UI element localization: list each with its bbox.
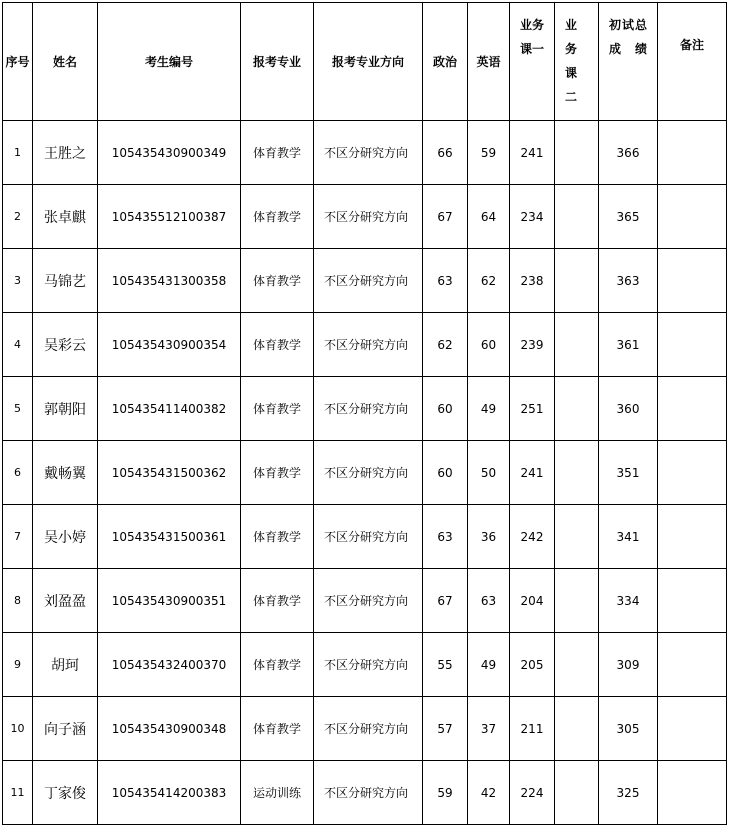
header-major: 报考专业 bbox=[241, 3, 314, 121]
header-seq: 序号 bbox=[3, 3, 33, 121]
cell-remark bbox=[658, 441, 727, 505]
cell-politics: 62 bbox=[423, 313, 468, 377]
cell-english: 49 bbox=[468, 633, 510, 697]
cell-direction: 不区分研究方向 bbox=[314, 697, 423, 761]
cell-total: 341 bbox=[599, 505, 658, 569]
cell-remark bbox=[658, 185, 727, 249]
cell-name: 吴彩云 bbox=[33, 313, 98, 377]
cell-politics: 63 bbox=[423, 505, 468, 569]
cell-english: 42 bbox=[468, 761, 510, 825]
cell-course2 bbox=[555, 313, 599, 377]
table-row bbox=[3, 313, 727, 377]
cell-politics: 59 bbox=[423, 761, 468, 825]
cell-remark bbox=[658, 121, 727, 185]
cell-course1: 241 bbox=[510, 121, 555, 185]
table-row bbox=[3, 761, 727, 825]
cell-direction: 不区分研究方向 bbox=[314, 505, 423, 569]
header-direction: 报考专业方向 bbox=[314, 3, 423, 121]
cell-course2 bbox=[555, 121, 599, 185]
header-politics: 政治 bbox=[423, 3, 468, 121]
cell-major: 体育教学 bbox=[241, 249, 314, 313]
cell-total: 365 bbox=[599, 185, 658, 249]
cell-exam-id: 105435430900348 bbox=[98, 697, 241, 761]
cell-total: 325 bbox=[599, 761, 658, 825]
cell-remark bbox=[658, 761, 727, 825]
cell-english: 64 bbox=[468, 185, 510, 249]
cell-course2 bbox=[555, 697, 599, 761]
cell-remark bbox=[658, 505, 727, 569]
cell-remark bbox=[658, 313, 727, 377]
cell-seq: 7 bbox=[3, 505, 33, 569]
cell-english: 36 bbox=[468, 505, 510, 569]
cell-course2 bbox=[555, 569, 599, 633]
cell-politics: 63 bbox=[423, 249, 468, 313]
cell-english: 62 bbox=[468, 249, 510, 313]
cell-direction: 不区分研究方向 bbox=[314, 633, 423, 697]
table-row bbox=[3, 697, 727, 761]
cell-seq: 6 bbox=[3, 441, 33, 505]
cell-english: 63 bbox=[468, 569, 510, 633]
cell-course1: 239 bbox=[510, 313, 555, 377]
header-exam-id: 考生编号 bbox=[98, 3, 241, 121]
cell-english: 49 bbox=[468, 377, 510, 441]
cell-major: 体育教学 bbox=[241, 185, 314, 249]
cell-seq: 8 bbox=[3, 569, 33, 633]
cell-course1: 238 bbox=[510, 249, 555, 313]
cell-direction: 不区分研究方向 bbox=[314, 185, 423, 249]
cell-direction: 不区分研究方向 bbox=[314, 761, 423, 825]
cell-course2 bbox=[555, 761, 599, 825]
cell-total: 334 bbox=[599, 569, 658, 633]
cell-course1: 211 bbox=[510, 697, 555, 761]
cell-exam-id: 105435430900354 bbox=[98, 313, 241, 377]
cell-remark bbox=[658, 569, 727, 633]
table-row bbox=[3, 441, 727, 505]
cell-course1: 242 bbox=[510, 505, 555, 569]
cell-course2 bbox=[555, 185, 599, 249]
cell-total: 351 bbox=[599, 441, 658, 505]
cell-course2 bbox=[555, 505, 599, 569]
cell-course1: 205 bbox=[510, 633, 555, 697]
cell-total: 366 bbox=[599, 121, 658, 185]
cell-direction: 不区分研究方向 bbox=[314, 569, 423, 633]
cell-course2 bbox=[555, 249, 599, 313]
cell-seq: 5 bbox=[3, 377, 33, 441]
cell-name: 王胜之 bbox=[33, 121, 98, 185]
cell-seq: 11 bbox=[3, 761, 33, 825]
header-remark: 备注 bbox=[658, 3, 727, 121]
header-course1: 业务课一 bbox=[510, 3, 555, 121]
cell-exam-id: 105435432400370 bbox=[98, 633, 241, 697]
cell-major: 体育教学 bbox=[241, 441, 314, 505]
cell-name: 吴小婷 bbox=[33, 505, 98, 569]
cell-name: 胡珂 bbox=[33, 633, 98, 697]
cell-politics: 55 bbox=[423, 633, 468, 697]
cell-exam-id: 105435512100387 bbox=[98, 185, 241, 249]
cell-exam-id: 105435431500361 bbox=[98, 505, 241, 569]
cell-total: 305 bbox=[599, 697, 658, 761]
cell-major: 体育教学 bbox=[241, 313, 314, 377]
cell-course2 bbox=[555, 633, 599, 697]
cell-course1: 224 bbox=[510, 761, 555, 825]
cell-seq: 1 bbox=[3, 121, 33, 185]
cell-major: 运动训练 bbox=[241, 761, 314, 825]
cell-name: 刘盈盈 bbox=[33, 569, 98, 633]
cell-total: 363 bbox=[599, 249, 658, 313]
cell-total: 360 bbox=[599, 377, 658, 441]
cell-remark bbox=[658, 697, 727, 761]
header-english: 英语 bbox=[468, 3, 510, 121]
cell-exam-id: 105435430900351 bbox=[98, 569, 241, 633]
cell-exam-id: 105435431300358 bbox=[98, 249, 241, 313]
cell-direction: 不区分研究方向 bbox=[314, 121, 423, 185]
cell-total: 309 bbox=[599, 633, 658, 697]
score-table bbox=[2, 2, 727, 825]
cell-seq: 10 bbox=[3, 697, 33, 761]
table-row bbox=[3, 633, 727, 697]
table-body bbox=[3, 121, 727, 825]
table-row bbox=[3, 249, 727, 313]
cell-politics: 60 bbox=[423, 441, 468, 505]
cell-seq: 3 bbox=[3, 249, 33, 313]
cell-english: 59 bbox=[468, 121, 510, 185]
cell-exam-id: 105435411400382 bbox=[98, 377, 241, 441]
header-total: 初试总成绩 bbox=[599, 3, 658, 121]
cell-politics: 67 bbox=[423, 569, 468, 633]
header-row bbox=[3, 3, 727, 121]
cell-direction: 不区分研究方向 bbox=[314, 377, 423, 441]
cell-major: 体育教学 bbox=[241, 633, 314, 697]
cell-course2 bbox=[555, 441, 599, 505]
cell-seq: 9 bbox=[3, 633, 33, 697]
table-row bbox=[3, 505, 727, 569]
cell-english: 37 bbox=[468, 697, 510, 761]
cell-major: 体育教学 bbox=[241, 697, 314, 761]
cell-course1: 251 bbox=[510, 377, 555, 441]
table-row bbox=[3, 185, 727, 249]
cell-course2 bbox=[555, 377, 599, 441]
cell-exam-id: 105435430900349 bbox=[98, 121, 241, 185]
cell-politics: 60 bbox=[423, 377, 468, 441]
cell-major: 体育教学 bbox=[241, 121, 314, 185]
cell-seq: 2 bbox=[3, 185, 33, 249]
cell-exam-id: 105435414200383 bbox=[98, 761, 241, 825]
cell-major: 体育教学 bbox=[241, 505, 314, 569]
cell-name: 丁家俊 bbox=[33, 761, 98, 825]
header-name: 姓名 bbox=[33, 3, 98, 121]
cell-remark bbox=[658, 377, 727, 441]
cell-exam-id: 105435431500362 bbox=[98, 441, 241, 505]
cell-english: 60 bbox=[468, 313, 510, 377]
cell-name: 戴畅翼 bbox=[33, 441, 98, 505]
cell-name: 郭朝阳 bbox=[33, 377, 98, 441]
cell-remark bbox=[658, 633, 727, 697]
header-course2: 业务课二 bbox=[555, 3, 599, 121]
cell-english: 50 bbox=[468, 441, 510, 505]
cell-politics: 67 bbox=[423, 185, 468, 249]
cell-name: 张卓麒 bbox=[33, 185, 98, 249]
cell-remark bbox=[658, 249, 727, 313]
cell-direction: 不区分研究方向 bbox=[314, 313, 423, 377]
cell-total: 361 bbox=[599, 313, 658, 377]
cell-politics: 57 bbox=[423, 697, 468, 761]
cell-name: 马锦艺 bbox=[33, 249, 98, 313]
table-row bbox=[3, 569, 727, 633]
cell-name: 向子涵 bbox=[33, 697, 98, 761]
cell-course1: 204 bbox=[510, 569, 555, 633]
cell-direction: 不区分研究方向 bbox=[314, 249, 423, 313]
cell-course1: 241 bbox=[510, 441, 555, 505]
cell-direction: 不区分研究方向 bbox=[314, 441, 423, 505]
table-row bbox=[3, 121, 727, 185]
cell-major: 体育教学 bbox=[241, 377, 314, 441]
cell-course1: 234 bbox=[510, 185, 555, 249]
cell-seq: 4 bbox=[3, 313, 33, 377]
cell-politics: 66 bbox=[423, 121, 468, 185]
cell-major: 体育教学 bbox=[241, 569, 314, 633]
table-row bbox=[3, 377, 727, 441]
